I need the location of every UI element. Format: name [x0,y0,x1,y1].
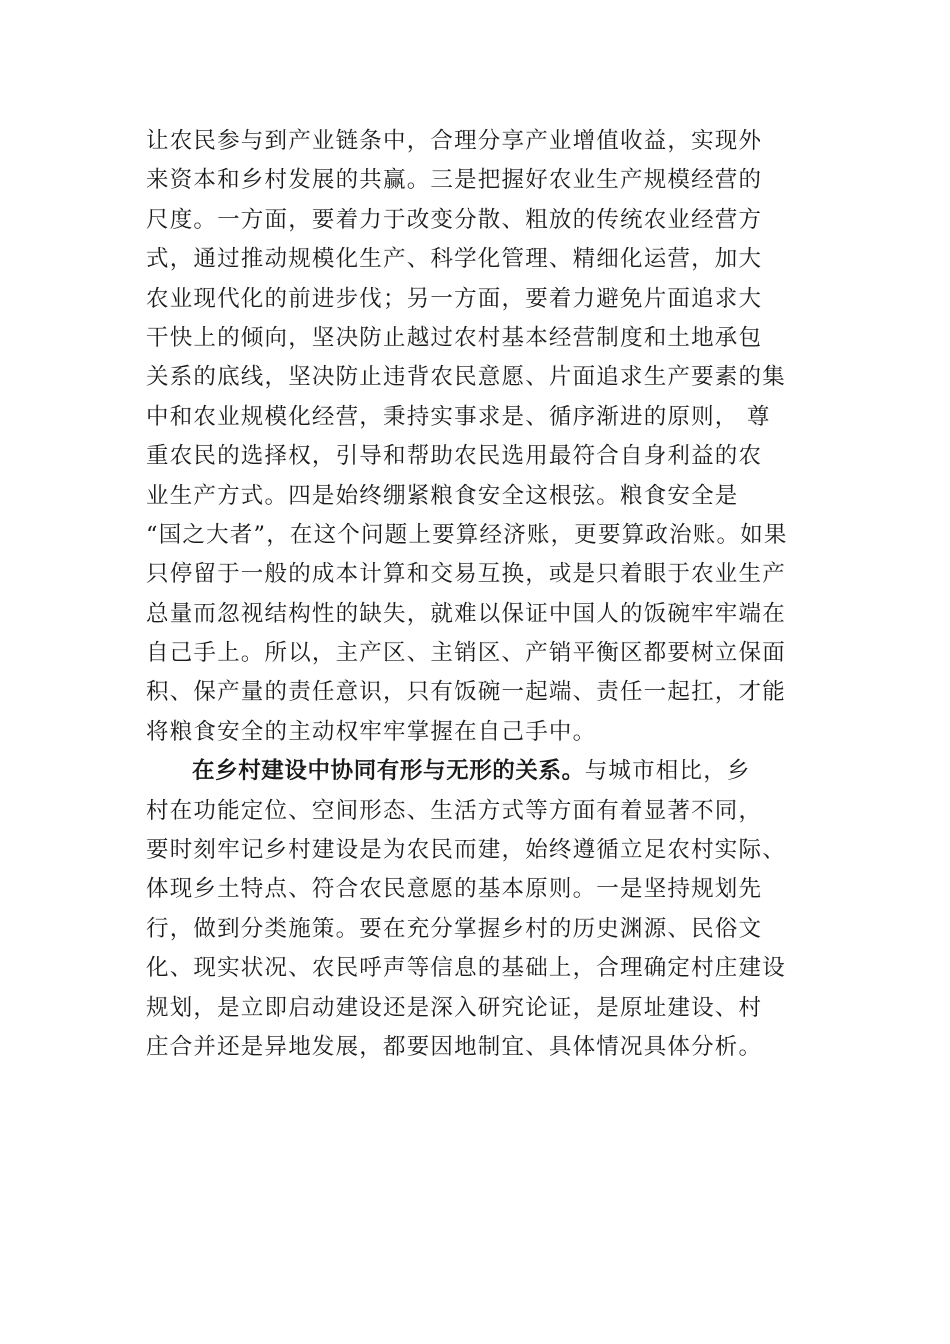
paragraph-heading: 在乡村建设中协同有形与无形的关系。 [192,758,585,785]
text-line: 式，通过推动规模化生产、科学化管理、精细化运营，加大 [146,246,763,273]
text-line: 行，做到分类施策。要在充分掌握乡村的历史渊源、民俗文 [146,915,763,942]
text-line: 自己手上。所以，主产区、主销区、产销平衡区都要树立保面 [146,640,786,667]
text-line: 尺度。一方面，要着力于改变分散、粗放的传统农业经营方 [146,206,763,233]
text-line: 来资本和乡村发展的共赢。三是把握好农业生产规模经营的 [146,167,763,194]
text-line: 关系的底线，坚决防止违背农民意愿、片面追求生产要素的集 [146,364,786,391]
paragraph-first-line-text: 与城市相比，乡 [584,758,751,785]
text-line: 农业现代化的前进步伐；另一方面，要着力避免片面追求大 [146,285,763,312]
text-line: 化、现实状况、农民呼声等信息的基础上，合理确定村庄建设 [146,955,786,982]
text-line: “国之大者”，在这个问题上要算经济账，更要算政治账。如果 [146,521,788,548]
text-line: 干快上的倾向，坚决防止越过农村基本经营制度和土地承包 [146,324,763,351]
text-line: 积、保产量的责任意识，只有饭碗一起端、责任一起扛，才能 [146,679,786,706]
text-line: 要时刻牢记乡村建设是为农民而建，始终遵循立足农村实际、 [146,837,786,864]
text-line: 将粮食安全的主动权牢牢掌握在自己手中。 [146,718,597,745]
text-line: 总量而忽视结构性的缺失，就难以保证中国人的饭碗牢牢端在 [146,600,786,627]
text-line: 中和农业规模化经营，秉持实事求是、循序渐进的原则， 尊 [146,403,771,430]
text-line: 体现乡土特点、符合农民意愿的基本原则。一是坚持规划先 [146,876,763,903]
text-line: 规划，是立即启动建设还是深入研究论证，是原址建设、村 [146,994,763,1021]
text-line: 村在功能定位、空间形态、生活方式等方面有着显著不同， [146,797,763,824]
text-line: 庄合并还是异地发展，都要因地制宜、具体情况具体分析。 [146,1033,763,1060]
paragraph-first-line [146,752,826,791]
text-line: 让农民参与到产业链条中，合理分享产业增值收益，实现外 [146,128,763,154]
body-text [146,122,826,1067]
text-line: 只停留于一般的成本计算和交易互换，或是只着眼于农业生产 [146,561,786,588]
text-line: 重农民的选择权，引导和帮助农民选用最符合自身利益的农 [146,443,763,470]
text-line: 业生产方式。四是始终绷紧粮食安全这根弦。粮食安全是 [146,482,739,509]
